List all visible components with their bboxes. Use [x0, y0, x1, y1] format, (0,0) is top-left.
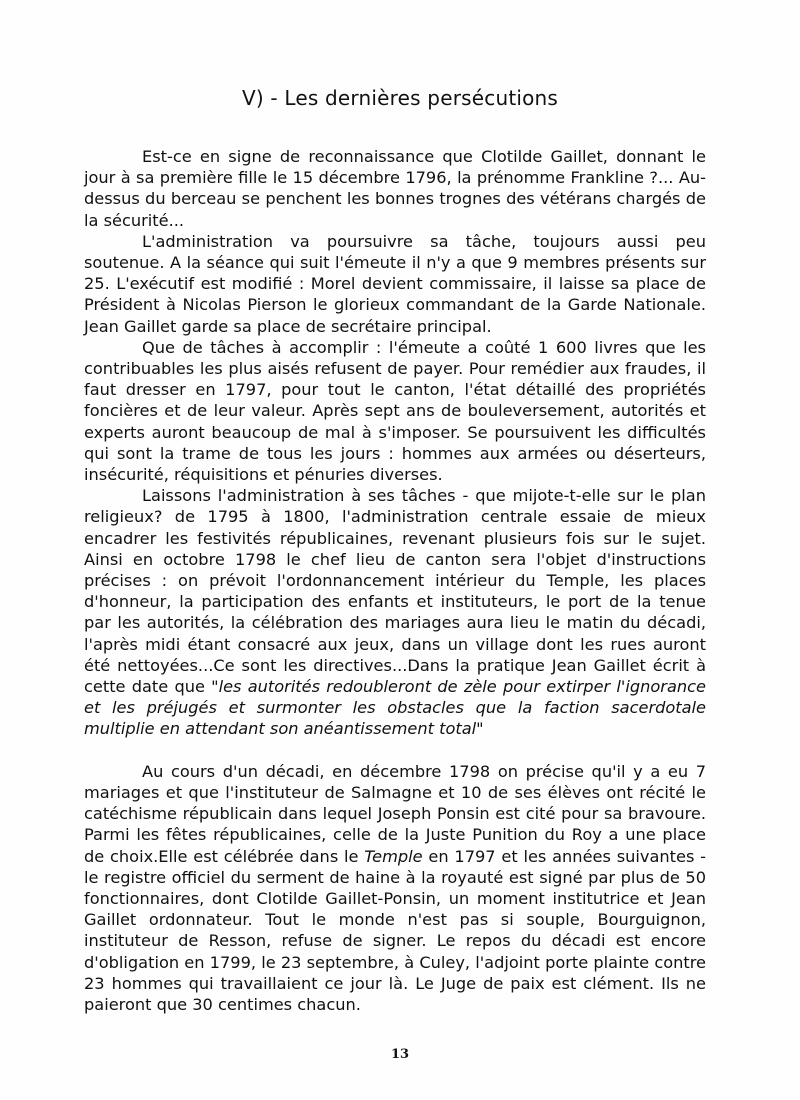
paragraph-4	[84, 485, 706, 739]
paragraph-5-text-start: Au cours d'un décadi, en décembre 1798 on précise qu'il y a eu 7 mariages et que l'instituteur de Salmagne et 10 de ses élèves ont récité le catéchisme républicain dans lequel Joseph Ponsin est cité pour sa bravoure. Parmi les fêtes républicaines, celle de la Juste Punition du Roy a une place de choix.Elle est célébrée dans le	[84, 761, 706, 866]
paragraph-4-closing: "	[476, 719, 484, 739]
paragraph-2	[84, 231, 706, 337]
page-title: V) - Les dernières persécutions	[241, 86, 559, 110]
paragraph-5-text-end: en 1797 et les années suivantes - le registre officiel du serment de haine à la royauté est signé par plus de 50 fonctionnaires, dont Clotilde Gaillet-Ponsin, un moment institutrice et Jean Gaillet ordonnateur. Tout le monde n'est pas si souple, Bourguignon, instituteur de Resson, refuse de signer. Le repos du décadi est encore d'obligation en 1799, le 23 septembre, à Culey, l'adjoint porte plainte contre 23 hommes qui travaillaient ce jour là. Le Juge de paix est clément. Ils ne paieront que 30 centimes chacun.	[84, 846, 707, 1014]
paragraph-1	[84, 146, 706, 231]
paragraph-5	[84, 761, 706, 1015]
body-text	[84, 146, 706, 1015]
paragraph-2-text: L'administration va poursuivre sa tâche, toujours aussi peu soutenue. A la séance qui suit l'émeute il n'y a que 9 membres présents sur 25. L'exécutif est modifié : Morel devient commissaire, il laisse sa place de Président à Nicolas Pierson le glorieux commandant de la Garde Nationale. Jean Gaillet garde sa place de secrétaire principal.	[84, 231, 706, 336]
paragraph-4-text: Laissons l'administration à ses tâches - que mijote-t-elle sur le plan religieux? de 1795 à 1800, l'administration centrale essaie de mieux encadrer les festivités républicaines, revenant plusieurs fois sur le sujet. Ainsi en octobre 1798 le chef lieu de canton sera l'objet d'instructions précises : on prévoit l'ordonnancement intérieur du Temple, les places d'honneur, la participation des enfants et instituteurs, le port de la tenue par les autorités, la célébration des mariages aura lieu le matin du décadi, l'après midi étant consacré aux jeux, dans un village dont les rues auront été nettoyées...Ce sont les directives...Dans la pratique Jean Gaillet écrit à cette date que "	[84, 486, 706, 697]
paragraph-4-quote: les autorités redoubleront de zèle pour extirper l'ignorance et les préjugés et surmonter les obstacles que la faction sacerdotale multiplie en attendant son anéantissement total	[84, 677, 706, 739]
page-number: 13	[390, 1047, 410, 1062]
paragraph-1-text: Est-ce en signe de reconnaissance que Clotilde Gaillet, donnant le jour à sa première fille le 15 décembre 1796, la prénomme Frankline ?... Au-dessus du berceau se penchent les bonnes trognes des vétérans chargés de la sécurité...	[84, 147, 706, 230]
paragraph-3	[84, 337, 706, 485]
paragraph-3-text: Que de tâches à accomplir : l'émeute a coûté 1 600 livres que les contribuables les plus aisés refusent de payer. Pour remédier aux fraudes, il faut dresser en 1797, pour tout le canton, l'état détaillé des propriétés foncières et de leur valeur. Après sept ans de bouleversement, autorités et experts auront beaucoup de mal à s'imposer. Se poursuivent les difficultés qui sont la trame de tous les jours : hommes aux armées ou déserteurs, insécurité, réquisitions et pénuries diverses.	[84, 337, 706, 485]
paragraph-5-temple: Temple	[364, 846, 423, 866]
